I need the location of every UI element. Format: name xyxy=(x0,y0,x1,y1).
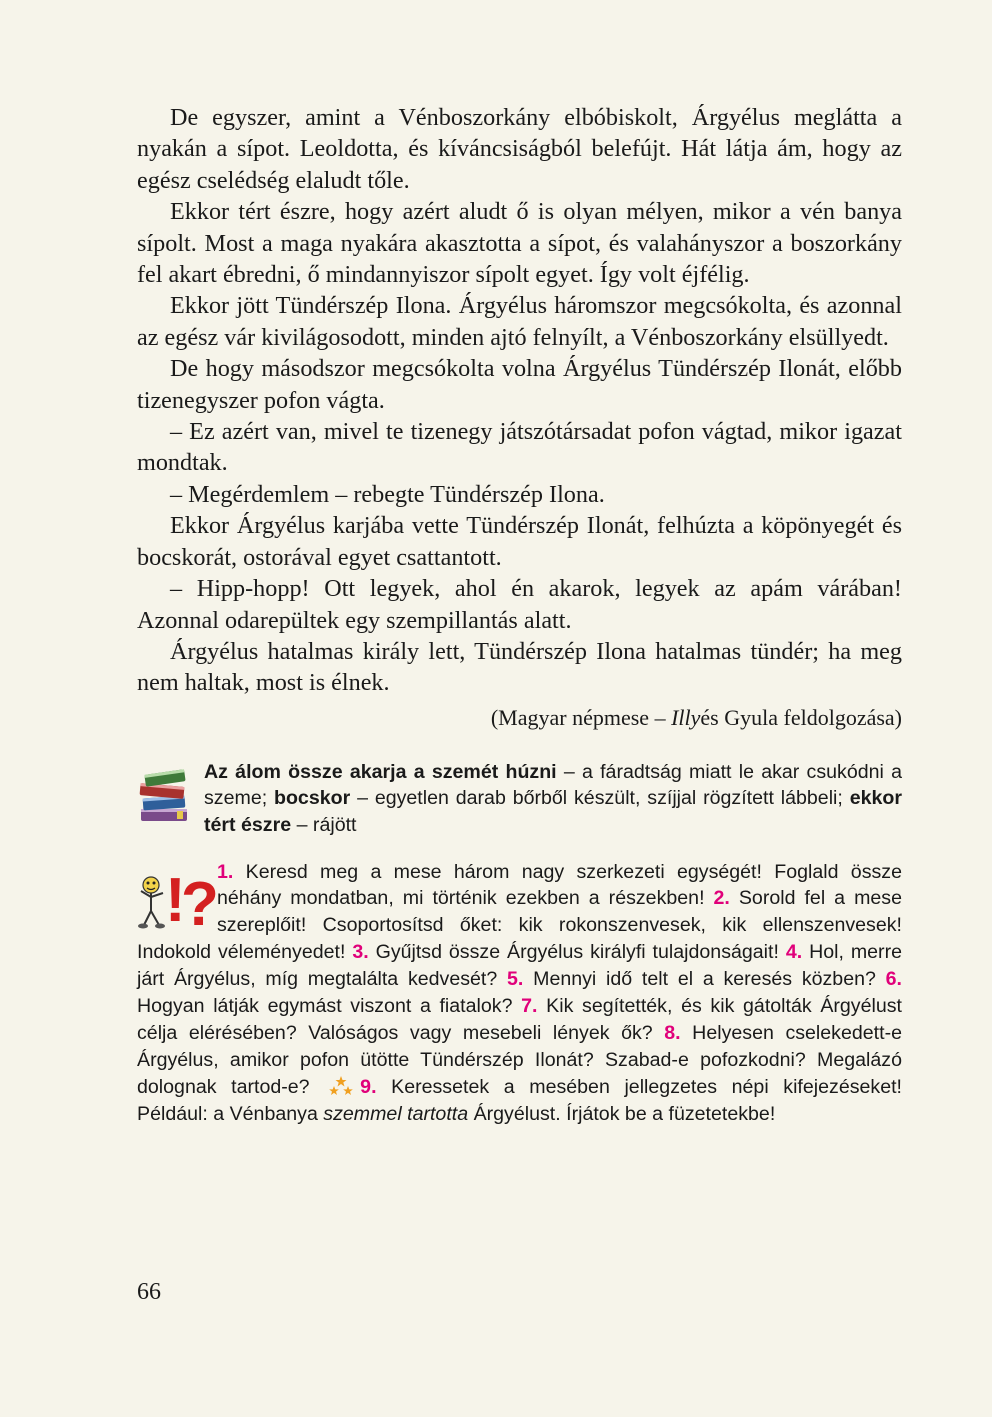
task-item: 7. Kik segítették, és kik gátolták Árgyélust célja elérésében? Valóságos vagy mesebeli lények ők? xyxy=(137,995,902,1044)
story-paragraph: – Ez azért van, mivel te tizenegy játszótársadat pofon vágtad, mikor igazat mondtak. xyxy=(137,418,902,477)
page-content xyxy=(137,102,902,1128)
source-attribution: (Magyar népmese – Illyés Gyula feldolgozása) xyxy=(490,704,902,730)
question-figure-icon xyxy=(137,865,219,939)
glossary-box: Az álom össze akarja a szemét húzni – a fáradtság miatt le akar csukódni a szeme; bocskor – egyetlen darab bőrből készült, szíjjal rögzített lábbeli; ekkor tért észre – rájött xyxy=(137,759,902,839)
task-item: 8. Helyesen cselekedett-e Árgyélus, amikor pofon ütötte Tündérszép Ilonát? Szabad-e pofozkodni? Megalázó dolognak tartod-e? xyxy=(137,1021,902,1098)
story-paragraph: – Hipp-hopp! Ott legyek, ahol én akarok, legyek az apám várában! Azonnal odarepültek egy szempillantás alatt. xyxy=(137,575,902,634)
svg-text:!: ! xyxy=(165,865,186,935)
task-item: 4. Hol, merre járt Árgyélus, míg megtalálta kedvesét? xyxy=(137,941,902,991)
story-paragraph: Árgyélus hatalmas király lett, Tündérszép Ilona hatalmas tündér; ha meg nem haltak, most is élnek. xyxy=(137,637,902,697)
story-paragraph: De egyszer, amint a Vénboszorkány elbóbiskolt, Árgyélus meglátta a nyakán a sípot. Leoldotta, és kíváncsiságból belefújt. Hát látja ám, hogy az egész cselédség elaludt tőle. xyxy=(137,104,902,194)
story-paragraph: Ekkor tért észre, hogy azért aludt ő is olyan mélyen, mikor a vén banya sípolt. Most a maga nyakára akasztotta a sípot, és valahányszor a boszorkány fel akart ébredni, ő mindannyiszor sípolt egyet. Így volt éjfélig. xyxy=(137,198,902,289)
tasks-block xyxy=(137,859,902,1128)
task-item: 2. Sorold fel a mese szereplőit! Csoportosítsd őket: kik rokonszenvesek, kik ellenszenvesek! Indokold véleményedet! xyxy=(137,887,902,964)
story-paragraph: – Megérdemlem – rebegte Tündérszép Ilona. xyxy=(170,480,605,508)
task-item: 6. Hogyan látják egymást viszont a fiatalok? xyxy=(137,968,902,1018)
star-cluster-icon xyxy=(328,1076,354,1098)
books-icon xyxy=(137,765,191,825)
story-paragraph: Ekkor Árgyélus karjába vette Tündérszép Ilonát, felhúzta a köpönyegét és bocskorát, ostorával egyet csattantott. xyxy=(137,512,902,571)
story-text xyxy=(137,102,902,699)
page-number: 66 xyxy=(137,1279,161,1305)
task-item: 5. Mennyi idő telt el a keresés közben? xyxy=(507,968,886,991)
story-paragraph: De hogy másodszor megcsókolta volna Árgyélus Tündérszép Ilonát, előbb tizenegyszer pofon vágta. xyxy=(137,355,902,414)
story-paragraph: Ekkor jött Tündérszép Ilona. Árgyélus háromszor megcsókolta, és azonnal az egész vár kivilágosodott, minden ajtó felnyílt, a Vénboszorkány elsüllyedt. xyxy=(137,292,902,351)
task-item: 1. Keresd meg a mese három nagy szerkezeti egységét! Foglald össze néhány mondatban, mi történik ezekben a részekben! xyxy=(217,860,902,910)
task-item: 3. Gyűjtsd össze Árgyélus királyfi tulajdonságait! xyxy=(352,941,786,964)
task-item: 9. Keressetek a mesében jellegzetes népi kifejezéseket! Például: a Vénbanya szemmel tartotta Árgyélust. Írjátok be a füzetetekbe! xyxy=(137,1075,902,1125)
svg-text:?: ? xyxy=(181,869,219,939)
